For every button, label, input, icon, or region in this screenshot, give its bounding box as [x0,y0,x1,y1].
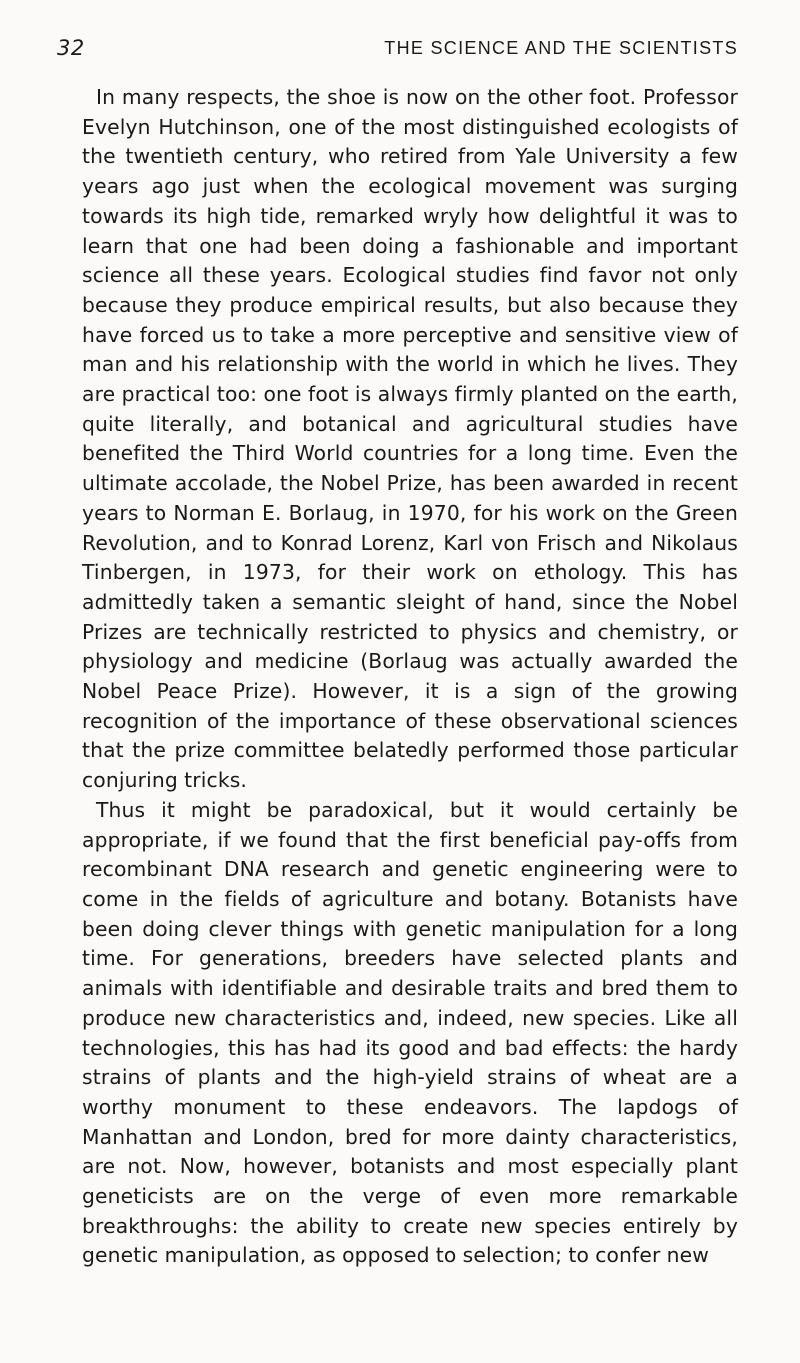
paragraph: Thus it might be paradoxical, but it would certainly be appropriate, if we found that the first beneficial pay-offs from recombinant DNA research and genetic engineering were to come in the fields of agriculture and botany. Botanists have been doing clever things with genetic manipulation for a long time. For generations, breeders have selected plants and animals with identifiable and desirable traits and bred them to produce new characteristics and, indeed, new species. Like all technologies, this has had its good and bad effects: the hardy strains of plants and the high-yield strains of wheat are a worthy monument to these endeavors. The lapdogs of Manhattan and London, bred for more dainty characteristics, are not. Now, however, botanists and most especially plant geneticists are on the verge of even more remarkable breakthroughs: the ability to create new species entirely by genetic manipulation, as opposed to selection; to confer new [82,797,738,1268]
paragraph: In many respects, the shoe is now on the other foot. Professor Evelyn Hutchinson, one of the most distinguished ecologists of the twentieth century, who retired from Yale University a few years ago just when the ecological movement was surging towards its high tide, remarked wryly how delightful it was to learn that one had been doing a fashionable and important science all these years. Ecological studies find favor not only because they produce empirical results, but also because they have forced us to take a more perceptive and sensitive view of man and his relationship with the world in which he lives. They are practical too: one foot is always firmly planted on the earth, quite literally, and botanical and agricultural studies have benefited the Third World countries for a long time. Even the ultimate accolade, the Nobel Prize, has been awarded in recent years to Norman E. Borlaug, in 1970, for his work on the Green Revolution, and to Konrad Lorenz, Karl von Frisch and Nikolaus Tinbergen, in 1973, for their work on ethology. This has admittedly taken a semantic sleight of hand, since the Nobel Prizes are technically restricted to physics and chemistry, or physiology and medicine (Borlaug was actually awarded the Nobel Peace Prize). However, it is a sign of the growing recognition of the importance of these observational sciences that the prize committee belatedly performed those particular conjuring tricks. [82,85,738,793]
running-head: THE SCIENCE AND THE SCIENTISTS [384,38,738,58]
page-number: 32 [57,36,85,60]
page-header [57,36,738,66]
body-text [82,83,738,1271]
